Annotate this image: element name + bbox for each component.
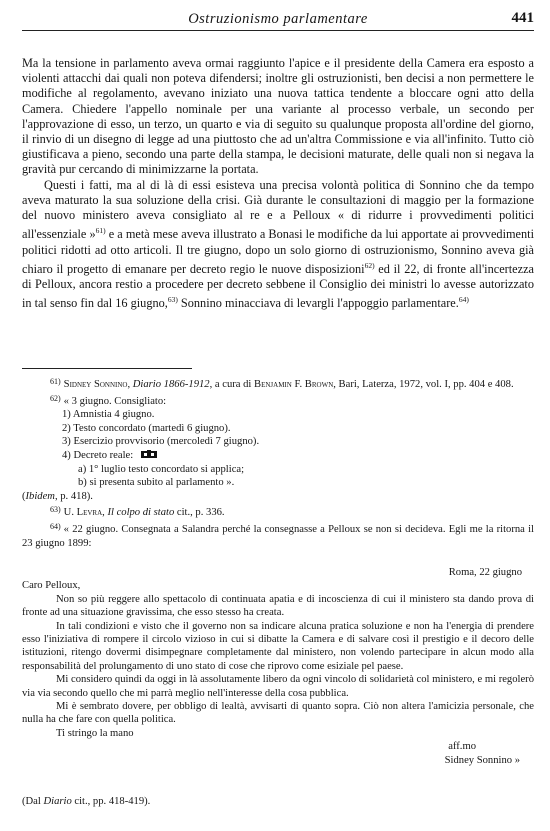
letter-paragraph: Mi considero quindi da oggi in là assolutamente libero da ogni vincolo di solidarietà col ministero, e mi regolerò via via secondo quello che mi parrà meglio nell'interesse della cosa pubblica. (22, 674, 534, 699)
footnote-number: 63) (50, 505, 61, 515)
list-item (62, 449, 534, 463)
paragraph-2-text: Questi i fatti, ma al di là di essi esisteva una precisa volontà politica di Sonnino che da tempo aveva maturato la sua soluzione della crisi. Già durante le consultazioni di maggio per la formazione del nuovo ministero aveva consigliato al re e a Pelloux « di ridurre i provvedimenti politici all'essenziale » (22, 177, 534, 242)
footnote-title: Diario 1866-1912 (132, 379, 210, 390)
quoted-letter (22, 566, 534, 767)
footnote-ref-63[interactable]: 63) (167, 295, 178, 305)
footnote-text: , (102, 507, 108, 519)
footnote-author: U. Levra (63, 507, 103, 519)
footnote-63 (22, 503, 534, 520)
footnote-62 (22, 392, 534, 409)
letter-place-date: Roma, 22 giugno (448, 567, 522, 578)
main-text (22, 56, 534, 312)
footnote-text: , Bari, Laterza, 1972, vol. I, pp. 404 e 408. (333, 379, 514, 390)
letter-paragraph: In tali condizioni e visto che il governo non sa indicare alcuna pratica soluzione e non ha l'energia di prendere esso l'iniziativa di rompere il circolo vizioso in cui si dibatte la Camera e di salvare così il prestigio e il decoro delle istituzioni, ritengo dovermi disimpegnare completamente dal ministero, non volendo partecipare in alcun modo alla responsabilità del prolungamento di uno stato di cose che riprovo come esiziale pel paese. (22, 620, 534, 672)
footnote-62-list (22, 408, 534, 462)
footnote-rule (22, 368, 192, 369)
seal-mark-icon (141, 450, 157, 459)
footnote-text: cit., p. 336. (174, 507, 225, 519)
page-header (22, 10, 534, 31)
body-paragraph-2 (22, 178, 534, 312)
footnote-62-sublist (22, 463, 534, 490)
footnote-title: Il colpo di stato (107, 507, 175, 519)
footnote-ref-61[interactable]: 61) (95, 226, 106, 236)
footnote-text: ( (22, 490, 26, 502)
list-item: 1) Amnistia 4 giugno. (62, 409, 155, 421)
footnote-ref-64[interactable]: 64) (458, 295, 469, 305)
footnote-editor: Benjamin F. Brown (254, 379, 334, 390)
list-item: 2) Testo concordato (martedì 6 giugno). (62, 422, 231, 434)
footnote-author: Sidney Sonnino (63, 379, 128, 390)
letter-closing: Ti stringo la mano (56, 727, 134, 739)
footnote-number: 62) (50, 393, 61, 403)
footnotes (22, 368, 534, 550)
footnote-number: 61) (50, 377, 61, 386)
footnote-number: 64) (50, 521, 61, 531)
paragraph-2-text: e a metà mese aveva illustrato a Bonasi le modifiche da lui apportate ai provvedimenti politici ridotti ad otto articoli. Il tre giugno, dopo un solo giorno di ostruzionismo, Sonnino aveva già chiaro il progetto di emanare per decreto regio le nuove disposizioni (22, 227, 534, 276)
letter-salutation: Caro Pelloux, (22, 580, 81, 592)
footnote-source-title: Ibidem (25, 490, 55, 502)
paragraph-2-text: Sonnino minacciava di levargli l'appoggio parlamentare. (177, 296, 459, 311)
list-item-text: 4) Decreto reale: (62, 449, 134, 461)
paragraph-2-text: ed il 22, di fronte all'incertezza di Pelloux, ancora restio a procedere per decreto sebbene il Consiglio dei ministri lo avesse autorizzato in tal senso fin dal 16 giugno, (22, 261, 535, 311)
footnote-text: , p. 418). (54, 490, 93, 502)
footnote-text: « 22 giugno. Consegnata a Salandra perché la consegnasse a Pelloux se non si decideva. Egli me la ritorna il 23 giugno 1899: (22, 523, 534, 549)
footnote-62-source (22, 490, 534, 504)
sublist-item: b) si presenta subito al parlamento ». (78, 477, 235, 489)
page-number: 441 (511, 10, 534, 26)
footnote-text: « 3 giugno. Consigliato: (63, 395, 167, 407)
letter-paragraph: Mi è sembrato dovere, per obbligo di lealtà, avvisarti di quanto sopra. Ciò non altera l'amicizia personale, che nulla ha che fare con quella politica. (22, 701, 534, 726)
source-text: cit., pp. 418-419). (71, 796, 151, 807)
footnote-ref-62[interactable]: 62) (364, 260, 375, 270)
running-title: Ostruzionismo parlamentare (188, 11, 368, 27)
letter-valediction: aff.mo (448, 741, 476, 753)
letter-signature: Sidney Sonnino » (444, 754, 520, 766)
source-text: (Dal (22, 796, 44, 807)
footnote-text: , a cura di (209, 379, 255, 390)
list-item: 3) Esercizio provvisorio (mercoledì 7 giugno). (62, 436, 260, 448)
source-title: Diario (43, 796, 72, 807)
footnote-61: $^{61)}$ Sidney Sonnino, Diario 1866-1912, a cura di Benjamin F. Brown, Bari, Laterza, 1972, vol. I, pp. 404 e 408. (50, 377, 514, 390)
sublist-item: a) 1° luglio testo concordato si applica; (78, 463, 245, 475)
footnote-64 (22, 520, 534, 550)
body-paragraph-1: Ma la tensione in parlamento aveva ormai raggiunto l'apice e il presidente della Camera era esposto a violenti attacchi dai quali non poteva difendersi; inoltre gli ostruzionisti, ben decisi a non permettere le modifiche al regolamento, avevano iniziato una nuova tattica tendente a bloccare ogni atto della Camera. Chiedere l'appello nominale per una variante al processo verbale, un secondo per l'approvazione di esso, un terzo, un quarto e via di seguito su qualunque proposta all'ordine del giorno, il rinvio di un disegno di legge ad una piuttosto che ad un'altra Commissione e via all'infinito. Tutto ciò giustificava a pieno, secondo una parte della stampa, le decisioni maturate, delle quali non si negava la gravità pur cercando di minimizzarne la portata. (22, 56, 534, 177)
letter-paragraph: Non so più reggere allo spettacolo di continuata apatia e di incoscienza di cui il ministero sta dando prova di fronte ad una situazione gravissima, che esso stesso ha creata. (22, 593, 534, 619)
letter-source (22, 796, 150, 807)
